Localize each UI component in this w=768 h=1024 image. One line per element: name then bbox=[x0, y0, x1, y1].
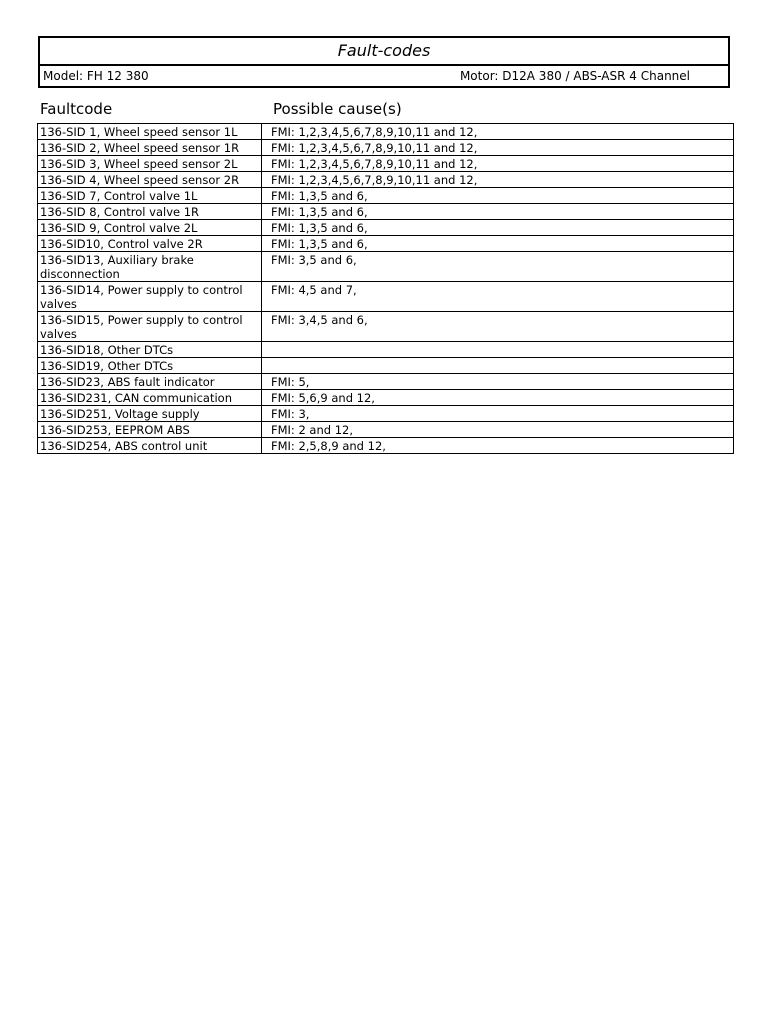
info-row bbox=[40, 66, 728, 86]
cause-cell bbox=[262, 358, 734, 374]
cause-cell: FMI: 1,3,5 and 6, bbox=[262, 204, 734, 220]
table-row bbox=[38, 188, 734, 204]
table-row bbox=[38, 172, 734, 188]
title-row bbox=[40, 38, 728, 66]
cause-cell: FMI: 1,2,3,4,5,6,7,8,9,10,11 and 12, bbox=[262, 156, 734, 172]
table-row bbox=[38, 390, 734, 406]
faultcode-cell: 136-SID 3, Wheel speed sensor 2L bbox=[38, 156, 262, 172]
cause-cell: FMI: 1,3,5 and 6, bbox=[262, 220, 734, 236]
cause-cell: FMI: 1,3,5 and 6, bbox=[262, 236, 734, 252]
faultcode-cell: 136-SID254, ABS control unit bbox=[38, 438, 262, 454]
faultcode-cell: 136-SID 1, Wheel speed sensor 1L bbox=[38, 124, 262, 140]
table-row bbox=[38, 124, 734, 140]
table-row bbox=[38, 374, 734, 390]
cause-cell: FMI: 5,6,9 and 12, bbox=[262, 390, 734, 406]
faultcode-cell: 136-SID 7, Control valve 1L bbox=[38, 188, 262, 204]
cause-cell: FMI: 1,2,3,4,5,6,7,8,9,10,11 and 12, bbox=[262, 124, 734, 140]
cause-cell: FMI: 3,4,5 and 6, bbox=[262, 312, 734, 342]
cause-cell: FMI: 3,5 and 6, bbox=[262, 252, 734, 282]
cause-cell: FMI: 2,5,8,9 and 12, bbox=[262, 438, 734, 454]
faultcode-cell: 136-SID13, Auxiliary brake disconnection bbox=[38, 252, 262, 282]
faultcode-cell: 136-SID23, ABS fault indicator bbox=[38, 374, 262, 390]
table-row bbox=[38, 252, 734, 282]
faultcode-cell: 136-SID10, Control valve 2R bbox=[38, 236, 262, 252]
cause-cell: FMI: 4,5 and 7, bbox=[262, 282, 734, 312]
faultcode-cell: 136-SID 9, Control valve 2L bbox=[38, 220, 262, 236]
table-row bbox=[38, 220, 734, 236]
faultcode-cell: 136-SID253, EEPROM ABS bbox=[38, 422, 262, 438]
table-row bbox=[38, 312, 734, 342]
table-row bbox=[38, 204, 734, 220]
faultcode-cell: 136-SID19, Other DTCs bbox=[38, 358, 262, 374]
table-row bbox=[38, 282, 734, 312]
cause-cell: FMI: 5, bbox=[262, 374, 734, 390]
cause-cell bbox=[262, 342, 734, 358]
model-label: Model: FH 12 380 bbox=[43, 69, 149, 83]
faultcode-cell: 136-SID 2, Wheel speed sensor 1R bbox=[38, 140, 262, 156]
column-headings bbox=[38, 100, 732, 120]
faultcode-cell: 136-SID15, Power supply to control valves bbox=[38, 312, 262, 342]
table-row bbox=[38, 438, 734, 454]
page-title: Fault-codes bbox=[337, 41, 431, 60]
motor-label: Motor: D12A 380 / ABS-ASR 4 Channel bbox=[459, 69, 690, 83]
faultcode-cell: 136-SID 8, Control valve 1R bbox=[38, 204, 262, 220]
cause-cell: FMI: 1,2,3,4,5,6,7,8,9,10,11 and 12, bbox=[262, 172, 734, 188]
faultcode-cell: 136-SID14, Power supply to control valves bbox=[38, 282, 262, 312]
document-header bbox=[38, 36, 730, 88]
cause-cell: FMI: 1,3,5 and 6, bbox=[262, 188, 734, 204]
table-row bbox=[38, 156, 734, 172]
faultcode-cell: 136-SID231, CAN communication bbox=[38, 390, 262, 406]
table-row bbox=[38, 342, 734, 358]
table-row bbox=[38, 406, 734, 422]
faultcode-cell: 136-SID251, Voltage supply bbox=[38, 406, 262, 422]
faultcode-heading: Faultcode bbox=[40, 100, 113, 118]
cause-heading: Possible cause(s) bbox=[273, 100, 402, 118]
table-row bbox=[38, 422, 734, 438]
faultcode-cell: 136-SID18, Other DTCs bbox=[38, 342, 262, 358]
cause-cell: FMI: 2 and 12, bbox=[262, 422, 734, 438]
cause-cell: FMI: 3, bbox=[262, 406, 734, 422]
cause-cell: FMI: 1,2,3,4,5,6,7,8,9,10,11 and 12, bbox=[262, 140, 734, 156]
table-row bbox=[38, 358, 734, 374]
table-row bbox=[38, 236, 734, 252]
table-row bbox=[38, 140, 734, 156]
faultcode-cell: 136-SID 4, Wheel speed sensor 2R bbox=[38, 172, 262, 188]
fault-table bbox=[37, 123, 734, 454]
